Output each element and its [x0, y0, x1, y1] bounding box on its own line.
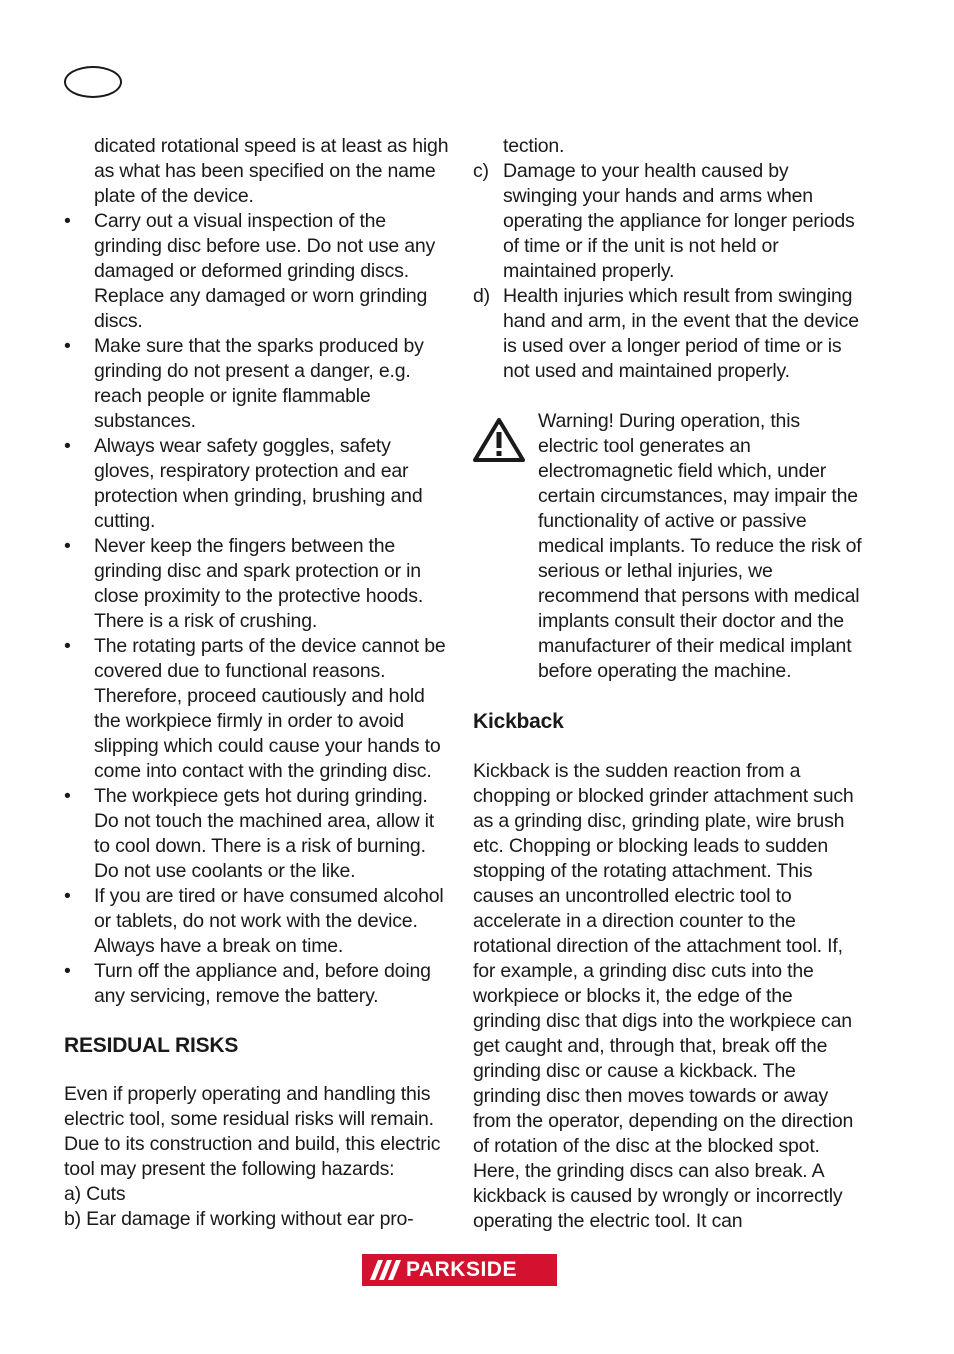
risk-c-text: Damage to your health caused by swinging your hands and arms when operating the appliance for longer periods of time or if the unit is not held or maintained properly. — [503, 160, 855, 282]
list-item — [64, 334, 454, 434]
bullet-symbol: • — [64, 435, 71, 457]
bullet-symbol: • — [64, 635, 71, 657]
bullet-text: Make sure that the sparks produced by grinding do not present a danger, e.g. reach people or ignite flammable substances. — [94, 335, 424, 432]
bullet-text: The rotating parts of the device cannot be covered due to functional reasons. Therefore, proceed cautiously and hold the workpiece firmly in order to avoid slipping which could cause your hands to come into contact with the grinding disc. — [94, 635, 446, 782]
risk-c — [473, 159, 865, 284]
risk-d-label: d) — [473, 285, 490, 307]
bullet-symbol: • — [64, 335, 71, 357]
warning-triangle-icon — [473, 417, 525, 463]
list-item — [64, 784, 454, 884]
bullet-text: Carry out a visual inspection of the grinding disc before use. Do not use any damaged or deformed grinding discs. Replace any damaged or worn grinding discs. — [94, 210, 436, 332]
list-item — [64, 209, 454, 334]
logo-stripes-icon — [362, 1254, 406, 1286]
warning-block — [473, 409, 865, 684]
bullet-text: The workpiece gets hot during grinding. Do not touch the machined area, allow it to cool down. There is a risk of burning. Do not use coolants or the like. — [94, 785, 434, 882]
residual-risks-paragraph: Even if properly operating and handling this electric tool, some residual risks will remain. Due to its construction and build, this electric tool may present the following hazards: — [64, 1083, 441, 1180]
language-badge — [64, 66, 122, 98]
risk-c-label: c) — [473, 160, 489, 182]
intro-paragraph: dicated rotational speed is at least as high as what has been specified on the name plate of the device. — [94, 135, 449, 207]
kickback-heading: Kickback — [473, 710, 564, 733]
bullet-symbol: • — [64, 960, 71, 982]
left-column — [64, 134, 454, 1232]
list-item — [64, 634, 454, 784]
safety-bullet-list — [64, 209, 454, 1009]
right-column — [473, 134, 865, 1234]
list-item — [64, 534, 454, 634]
kickback-paragraph: Kickback is the sudden reaction from a chopping or blocked grinder attachment such as a grinding disc, grinding plate, wire brush etc. Chopping or blocking leads to sudden stopping of the rotating attachment. This causes an uncontrolled electric tool to accelerate in a direction counter to the rotational direction of the attachment tool. If, for example, a grinding disc cuts into the workpiece or blocks it, the edge of the grinding disc that digs into the workpiece can get caught and, through that, break off the grinding disc or cause a kickback. The grinding disc then moves towards or away from the operator, depending on the direction of rotation of the disc at the blocked spot. Here, the grinding discs can also break. A kickback is caused by wrongly or incorrectly operating the electric tool. It can — [473, 760, 854, 1232]
parkside-logo — [362, 1254, 557, 1286]
risk-d-text: Health injuries which result from swinging hand and arm, in the event that the device is used over a longer period of time or is not used and maintained properly. — [503, 285, 859, 382]
bullet-text: Turn off the appliance and, before doing any servicing, remove the battery. — [94, 960, 431, 1007]
warning-text: Warning! During operation, this electric tool generates an electromagnetic field which, under certain circumstances, may impair the functionality of active or passive medical implants. To reduce the risk of serious or lethal injuries, we recommend that persons with medical implants consult their doctor and the manufacturer of their medical implant before operating the machine. — [538, 410, 862, 682]
bullet-text: Never keep the fingers between the grinding disc and spark protection or in close proximity to the protective hoods. There is a risk of crushing. — [94, 535, 424, 632]
list-item — [64, 884, 454, 959]
residual-risks-heading: RESIDUAL RISKS — [64, 1034, 239, 1057]
logo-text: PARKSIDE — [406, 1258, 517, 1281]
risk-b: b) Ear damage if working without ear pro- — [64, 1208, 414, 1230]
bullet-symbol: • — [64, 785, 71, 807]
list-item — [64, 959, 454, 1009]
list-item — [64, 434, 454, 534]
bullet-symbol: • — [64, 535, 71, 557]
bullet-symbol: • — [64, 885, 71, 907]
risk-a: a) Cuts — [64, 1183, 126, 1205]
bullet-text: If you are tired or have consumed alcohol or tablets, do not work with the device. Always have a break on time. — [94, 885, 444, 957]
bullet-symbol: • — [64, 210, 71, 232]
risk-d — [473, 284, 865, 384]
risk-b-continued: tection. — [503, 135, 565, 157]
bullet-text: Always wear safety goggles, safety gloves, respiratory protection and ear protection when grinding, brushing and cutting. — [94, 435, 423, 532]
